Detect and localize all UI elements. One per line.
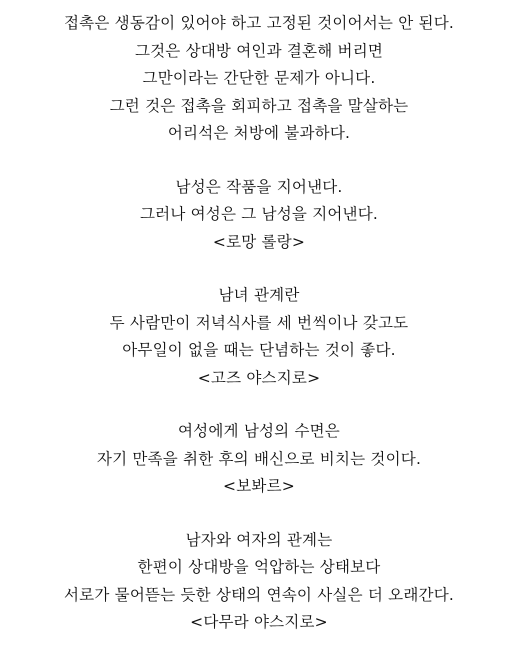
- quote-line: 그러나 여성은 그 남성을 지어낸다.: [139, 205, 379, 223]
- quote-line: 남자와 여자의 관계는: [185, 530, 333, 549]
- quote-block-beauvoir: [0, 418, 518, 501]
- quote-document: [0, 10, 518, 663]
- quote-line: 접촉은 생동감이 있어야 하고 고정된 것이어서는 안 된다.: [64, 14, 454, 32]
- quote-line: 두 사람만이 저녁식사를 세 번씩이나 갖고도: [109, 313, 409, 332]
- quote-line: 아무일이 없을 때는 단념하는 것이 좋다.: [122, 341, 396, 359]
- quote-line: 서로가 물어뜯는 듯한 상태의 연속이 사실은 더 오래간다.: [64, 585, 454, 604]
- quote-line: 남녀 관계란: [218, 286, 300, 304]
- quote-line: 그만이라는 간단한 문제가 아니다.: [142, 69, 376, 87]
- quote-line: 어리석은 처방에 불과하다.: [167, 124, 351, 142]
- quote-block-tamura: [0, 527, 518, 637]
- quote-block-ozu: [0, 282, 518, 392]
- quote-block-contact: [0, 10, 518, 148]
- quote-line: 그런 것은 접촉을 회피하고 접촉을 말살하는: [109, 96, 409, 115]
- quote-line: 한편이 상대방을 억압하는 상태보다: [137, 558, 381, 576]
- quote-attribution: <고즈 야스지로>: [197, 368, 321, 387]
- quote-line: 여성에게 남성의 수면은: [178, 422, 340, 440]
- quote-block-rolland: [0, 174, 518, 257]
- quote-attribution: <로망 롤랑>: [212, 232, 306, 251]
- quote-attribution: <다무라 야스지로>: [190, 613, 328, 631]
- quote-line: 자기 만족을 취한 후의 배신으로 비치는 것이다.: [96, 449, 422, 468]
- quote-attribution: <보봐르>: [223, 477, 295, 495]
- quote-line: 그것은 상대방 여인과 결혼해 버리면: [134, 41, 384, 60]
- quote-line: 남성은 작품을 지어낸다.: [175, 177, 343, 196]
